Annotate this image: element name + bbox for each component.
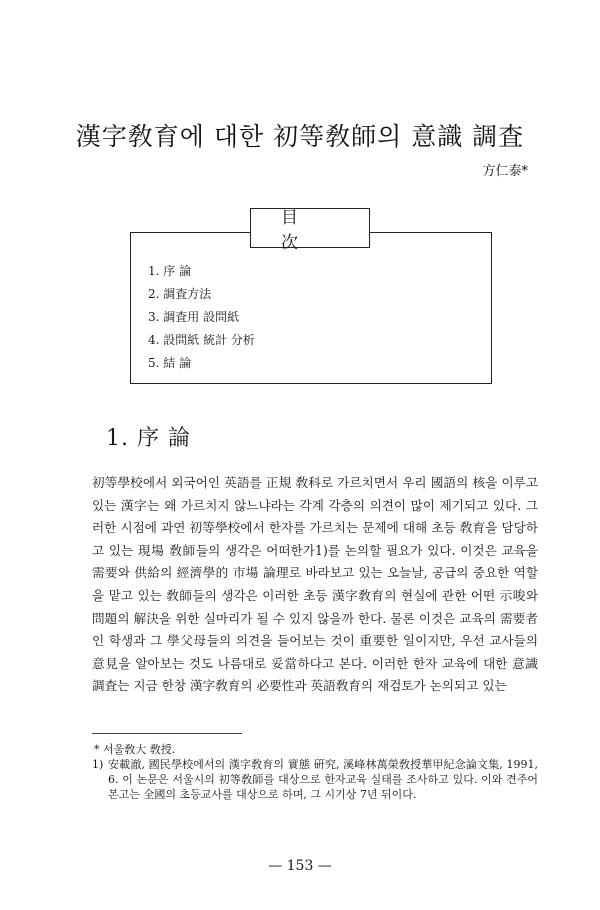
toc-list (148, 260, 255, 375)
toc-item: 1. 序 論 (148, 264, 192, 278)
footnote-author: * 서울敎大 敎授. (94, 743, 176, 756)
toc-item: 2. 調査方法 (148, 287, 212, 301)
toc-item: 4. 設問紙 統計 分析 (148, 333, 255, 347)
body-paragraph: 初等學校에서 외국어인 英語를 正規 敎科로 가르치면서 우리 國語의 核을 이루고 있는 漢字는 왜 가르치지 않느냐라는 각계 각층의 의견이 많이 제기되고 있다. 그러한 시점에 과연 初等學校에서 한자를 가르치는 문제에 대해 초등 敎育을 담당하고 있는 現場 敎師들의 생각은 어떠한가1)를 논의할 필요가 있다. 이것은 교육을 需要와 供給의 經濟學的 市場 論理로 바라보고 있는 오늘날, 공급의 중요한 역할을 맡고 있는 敎師들의 생각은 이러한 초등 漢字敎育의 현실에 관한 어떤 示唆와 問題의 解決을 위한 실마리가 될 수 있지 않을까 한다. 물론 이것은 교육의 需要者인 학생과 그 學父母들의 의견을 들어보는 것이 重要한 일이지만, 우선 교사들의 意見을 알아보는 것도 나름대로 妥當하다고 본다. 이러한 한자 교육에 대한 意識 調査는 지금 한창 漢字敎育의 必要性과 英語敎育의 재검토가 논의되고 있는 (92, 475, 538, 694)
toc-item: 5. 結 論 (148, 356, 192, 370)
footnote-marker: 1) (92, 758, 104, 771)
footnote-1 (92, 757, 538, 802)
page-number: — 153 — (268, 858, 332, 874)
paper-title: 漢字敎育에 대한 初等敎師의 意識 調査 (75, 122, 525, 151)
toc-item: 3. 調査用 設問紙 (148, 310, 240, 324)
footnotes (92, 742, 538, 802)
footnote-divider (92, 733, 242, 734)
toc-title: 目 次 (250, 208, 370, 248)
section-heading: 1. 序 論 (106, 426, 191, 451)
footnote-text: 安載澈, 國民學校에서의 漢字敎育의 實態 硏究, 溪峰林萬榮敎授華甲紀念論文集, 1991, 6. 이 논문은 서울시의 初等敎師를 대상으로 한자교육 실태를 조사하고 있다. 이와 견주어 본고는 全國의 초등교사를 대상으로 하며, 그 시기상 7년 뒤이다. (108, 758, 538, 801)
author-name: 方仁泰* (482, 164, 528, 179)
